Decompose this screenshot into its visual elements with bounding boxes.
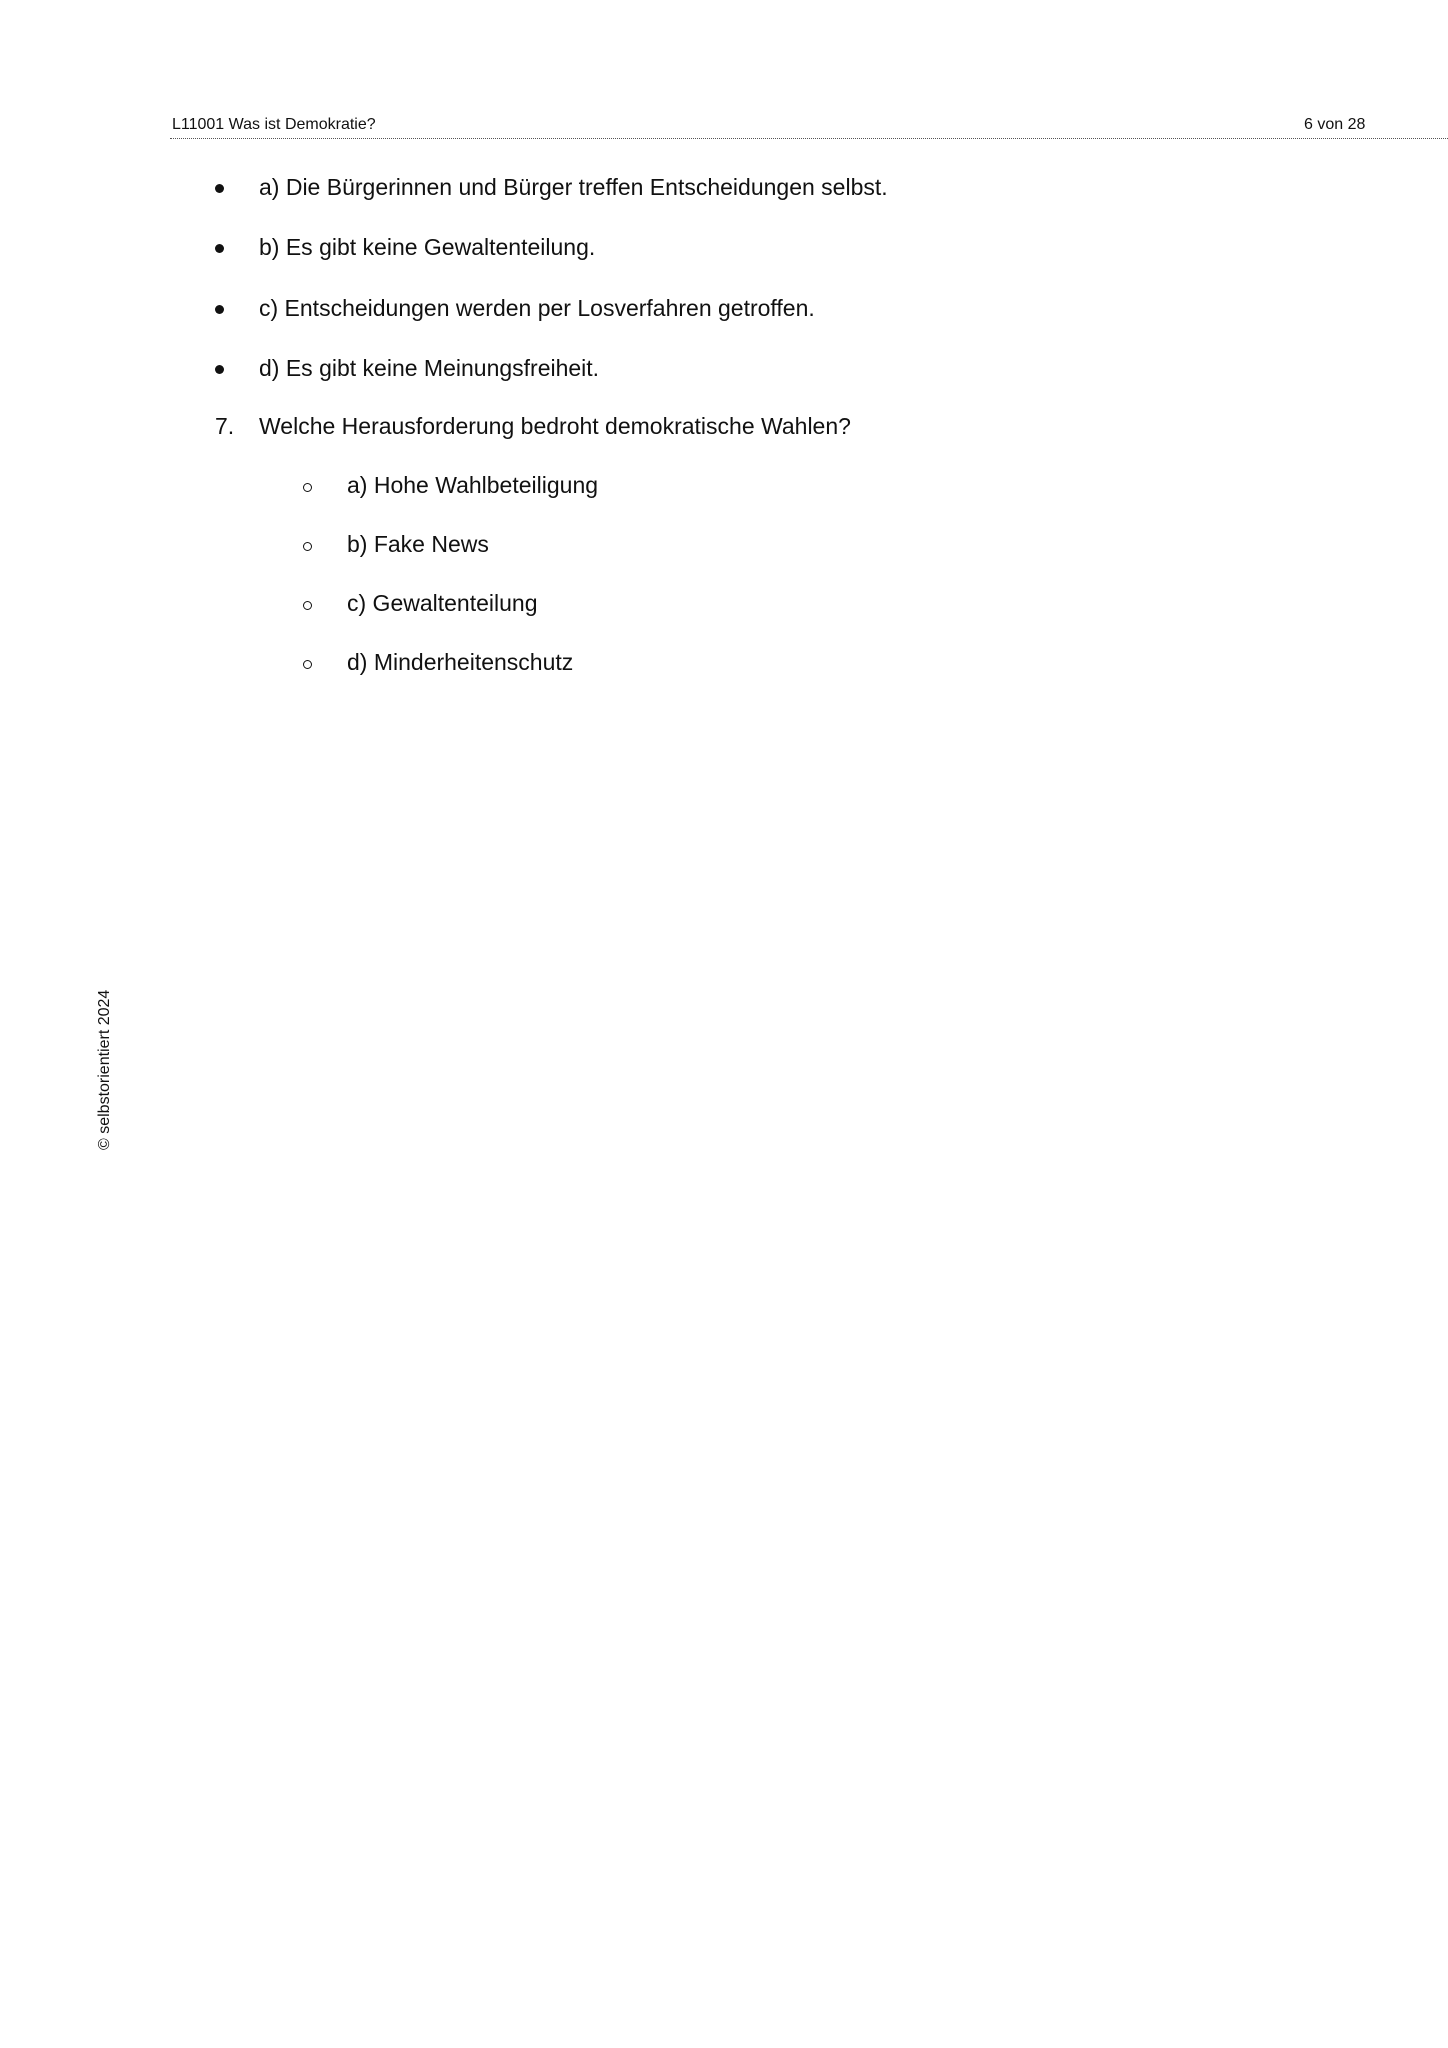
option-a: a) Hohe Wahlbeteiligung xyxy=(347,472,599,498)
bullet-icon xyxy=(215,184,224,193)
bullet-item-c: c) Entscheidungen werden per Losverfahren getroffen. xyxy=(259,295,815,321)
document-title: L11001 Was ist Demokratie? xyxy=(172,116,376,133)
option-d: d) Minderheitenschutz xyxy=(347,649,574,675)
bullet-icon xyxy=(215,244,224,253)
circle-bullet-icon xyxy=(303,542,312,551)
copyright-note: © selbstorientiert 2024 xyxy=(96,989,113,1150)
bullet-item-d: d) Es gibt keine Meinungsfreiheit. xyxy=(259,355,600,381)
page-number: 6 von 28 xyxy=(1304,116,1366,133)
option-c: c) Gewaltenteilung xyxy=(347,590,538,616)
circle-bullet-icon xyxy=(303,601,312,610)
option-b: b) Fake News xyxy=(347,531,489,557)
bullet-item-b: b) Es gibt keine Gewaltenteilung. xyxy=(259,234,596,260)
question-number: 7. xyxy=(215,413,235,439)
circle-bullet-icon xyxy=(303,660,312,669)
circle-bullet-icon xyxy=(303,483,312,492)
page-header xyxy=(170,114,1448,139)
bullet-icon xyxy=(215,365,224,374)
bullet-item-a: a) Die Bürgerinnen und Bürger treffen Entscheidungen selbst. xyxy=(259,174,888,200)
bullet-icon xyxy=(215,305,224,314)
question-text: Welche Herausforderung bedroht demokratische Wahlen? xyxy=(259,413,851,439)
